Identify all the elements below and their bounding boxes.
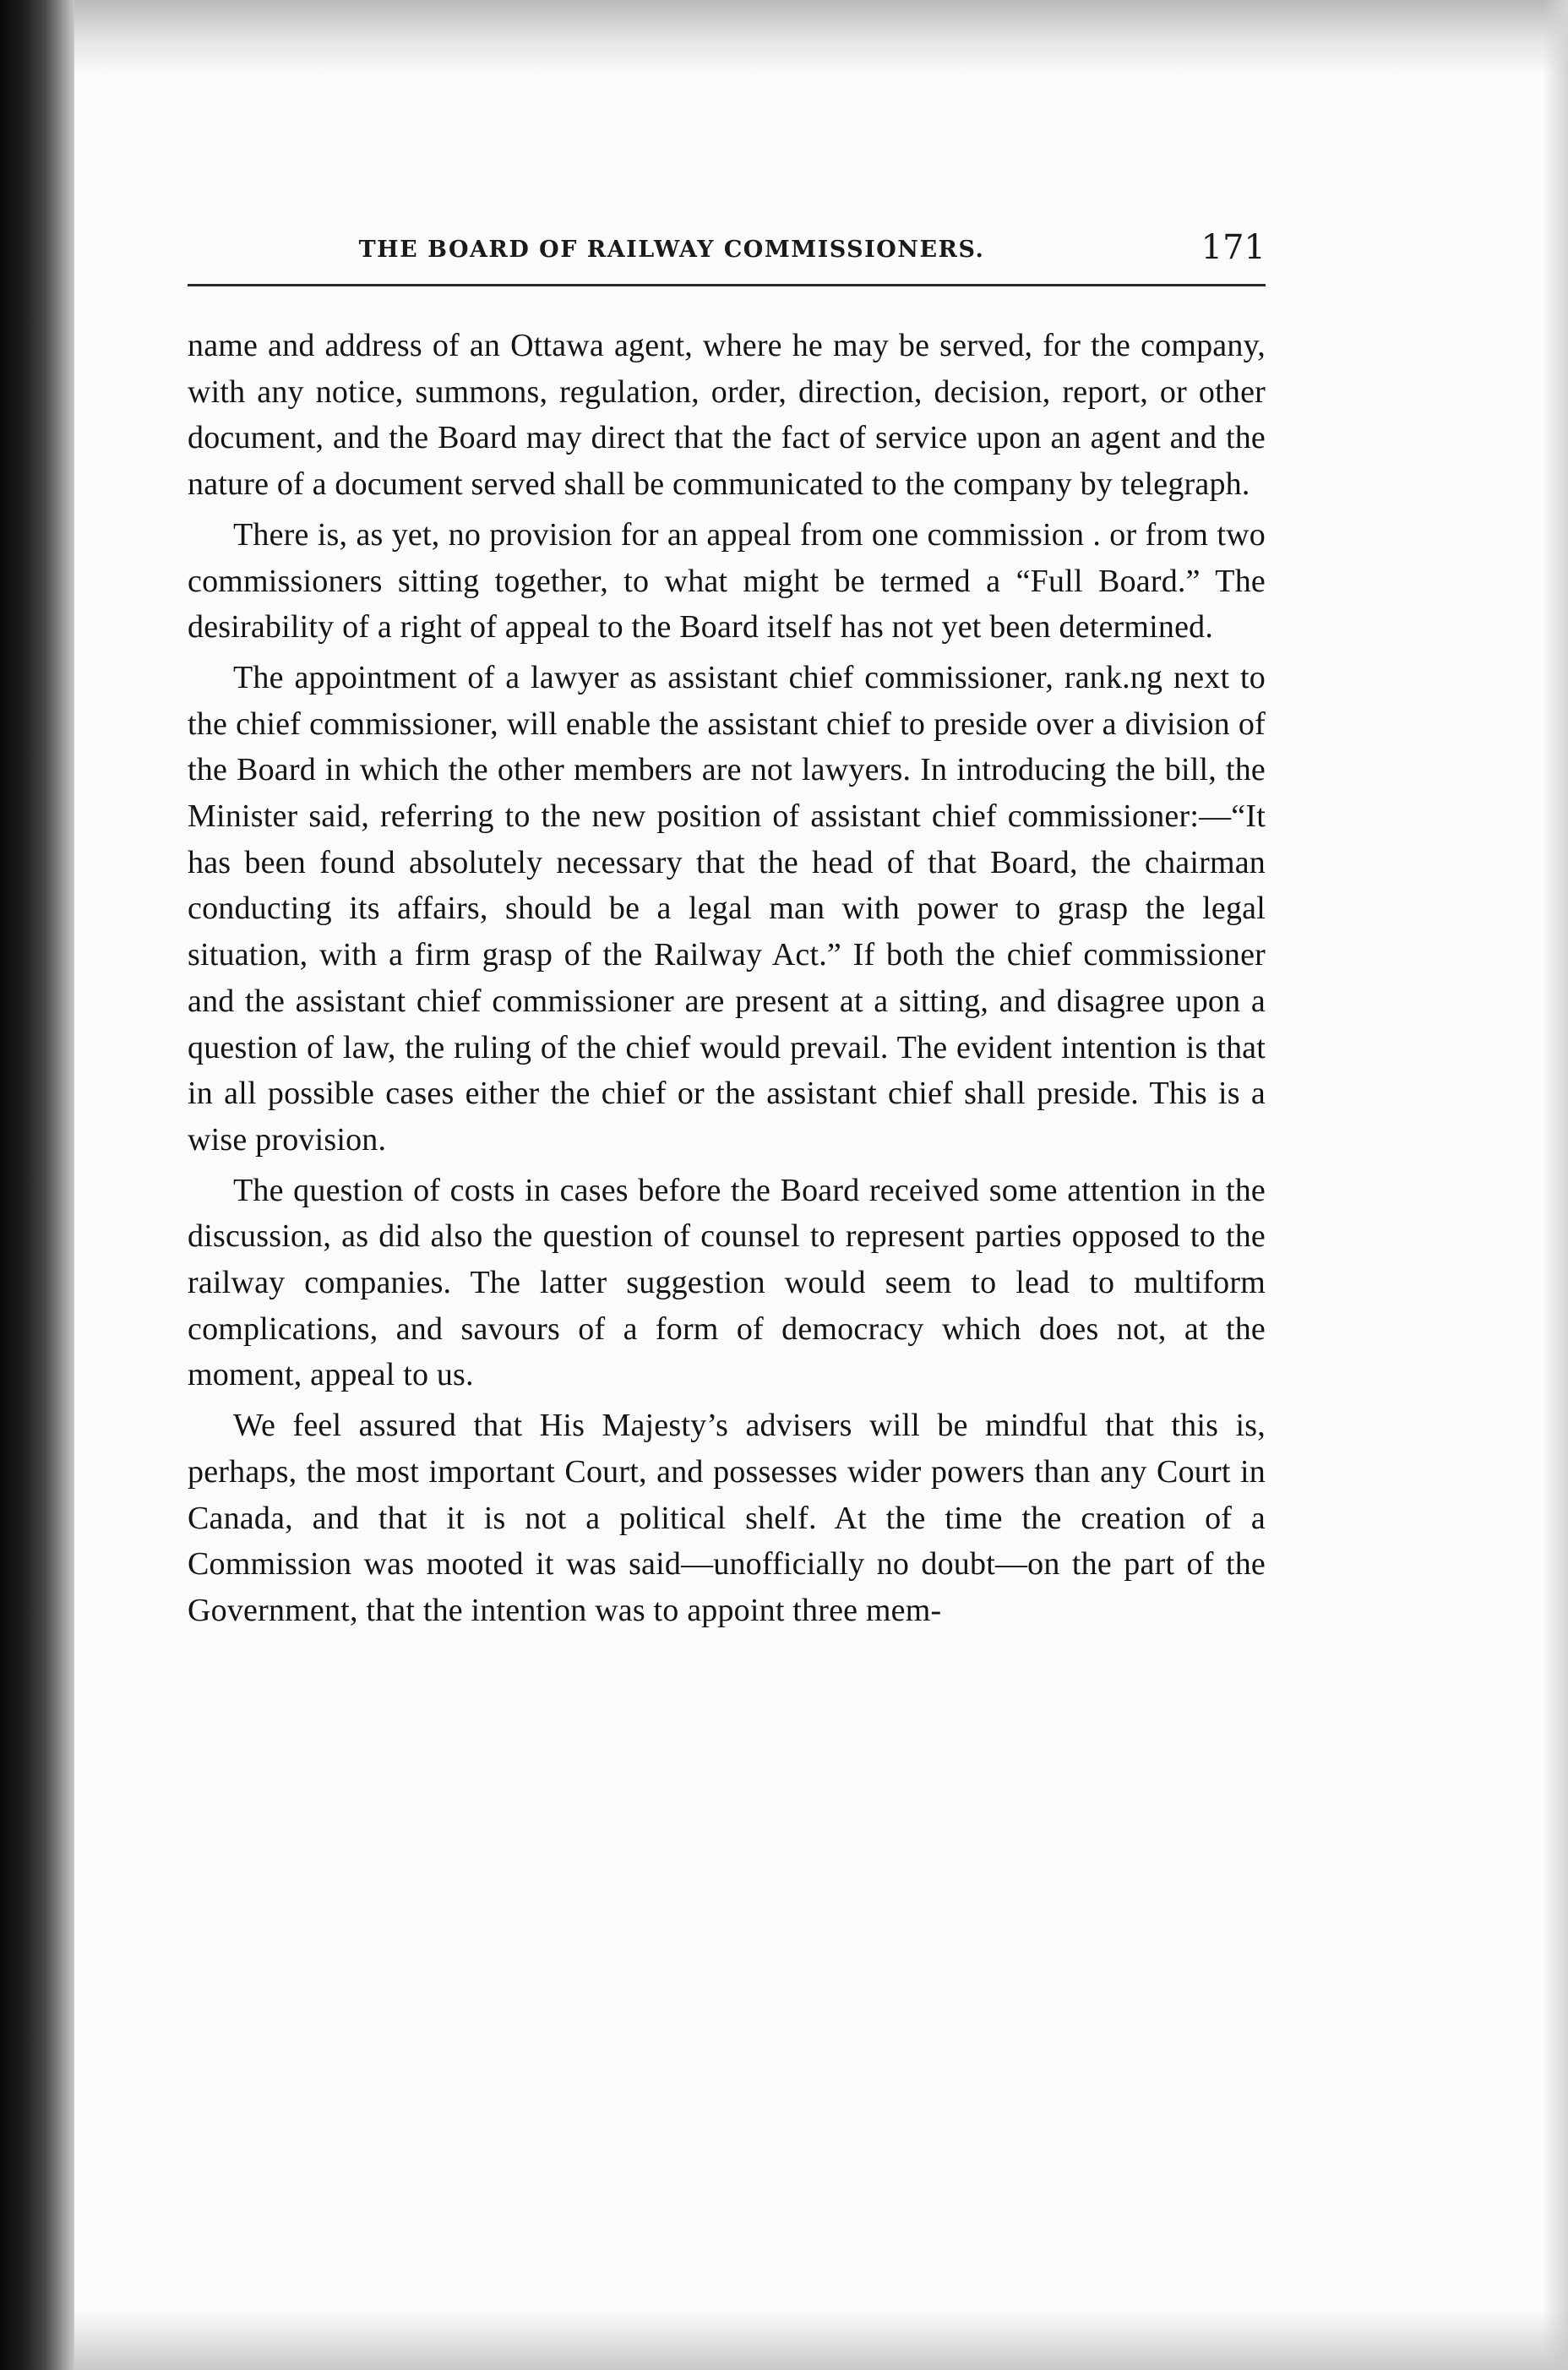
- page-number: 171: [1200, 228, 1266, 267]
- paragraph-2: There is, as yet, no provision for an appeal from one commission . or from two commissioners sitting together, to what might be termed a “Full Board.” The desirability of a right of appeal to the Board itself has not yet been determined.: [188, 516, 1266, 646]
- running-header: [188, 221, 1266, 281]
- paragraph-1: name and address of an Ottawa agent, where he may be served, for the company, with any notice, summons, regulation, order, direction, decision, report, or other document, and the Board may direct that the fact of service upon an agent and the nature of a document served shall be communicated to the company by telegraph.: [188, 328, 1266, 503]
- scan-top-shadow: [74, 0, 1568, 76]
- body-text: [188, 323, 1266, 1634]
- paragraph-4: The question of costs in cases before the Board received some attention in the discussion, as did also the question of counsel to represent parties opposed to the railway companies. The latter suggestion would seem to lead to multiform complications, and savours of a form of democracy which does not, at the moment, appeal to us.: [188, 1172, 1266, 1393]
- paragraph-3: The appointment of a lawyer as assistant chief commissioner, rank.ng next to the chief commissioner, will enable the assistant chief to preside over a division of the Board in which the other members are not lawyers. In introducing the bill, the Minister said, referring to the new position of assistant chief commissioner:—“It has been found absolutely necessary that the head of that Board, the chairman conducting its affairs, should be a legal man with power to grasp the legal situation, with a firm grasp of the Railway Act.” If both the chief commissioner and the assistant chief commissioner are present at a sitting, and disagree upon a question of law, the ruling of the chief would prevail. The evident intention is that in all possible cases either the chief or the assistant chief shall preside. This is a wise provision.: [188, 659, 1266, 1158]
- scan-right-shadow: [1543, 0, 1568, 2370]
- scan-binding-edge: [0, 0, 76, 2370]
- header-rule: [188, 284, 1266, 286]
- paragraph-5: We feel assured that His Majesty’s advisers will be mindful that this is, perhaps, the most important Court, and possesses wider powers than any Court in Canada, and that it is not a political shelf. At the time the creation of a Commission was mooted it was said—unofficially no doubt—on the part of the Government, that the intention was to appoint three mem-: [188, 1408, 1266, 1628]
- running-title: THE BOARD OF RAILWAY COMMISSIONERS.: [358, 237, 985, 263]
- scan-bottom-shadow: [74, 2311, 1568, 2370]
